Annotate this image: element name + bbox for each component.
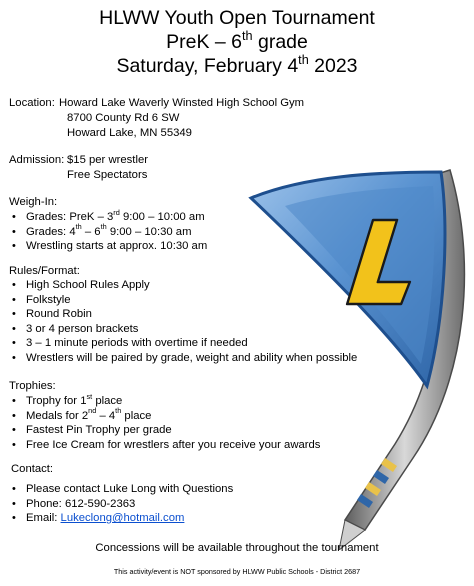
list-item: • 3 – 1 minute periods with overtime if needed xyxy=(0,336,357,351)
list-item: • Wrestling starts at approx. 10:30 am xyxy=(0,239,207,254)
list-item: • Medals for 2nd – 4th place xyxy=(0,409,320,424)
weighin-heading: Weigh-In: xyxy=(9,196,58,208)
list-item: • Grades: PreK – 3rd 9:00 – 10:00 am xyxy=(0,210,207,225)
list-item: • Grades: 4th – 6th 9:00 – 10:30 am xyxy=(0,225,207,240)
title-line-2: PreK – 6th grade xyxy=(166,28,308,53)
contact-heading: Contact: xyxy=(11,463,54,475)
concessions-note: Concessions will be available throughout the tournament xyxy=(95,542,379,554)
list-item: • Free Ice Cream for wrestlers after you receive your awards xyxy=(0,438,320,453)
location-line-2: 8700 County Rd 6 SW xyxy=(67,112,180,124)
trophies-list xyxy=(0,391,321,452)
admission-line-1: $15 per wrestler xyxy=(67,154,148,166)
list-item: • Wrestlers will be paired by grade, weight and ability when possible xyxy=(0,351,357,366)
sponsor-disclaimer: This activity/event is NOT sponsored by HLWW Public Schools - District 2687 xyxy=(113,567,361,576)
location-label: Location: xyxy=(9,97,55,109)
admission-line-2: Free Spectators xyxy=(67,169,148,181)
title-line-1: HLWW Youth Open Tournament xyxy=(99,7,375,29)
list-item: • Folkstyle xyxy=(0,293,357,308)
rules-heading: Rules/Format: xyxy=(9,265,80,277)
email-link[interactable]: Lukeclong@hotmail.com xyxy=(60,512,185,525)
list-item: • 3 or 4 person brackets xyxy=(0,322,357,337)
list-item: • Round Robin xyxy=(0,307,357,322)
list-item: • Fastest Pin Trophy per grade xyxy=(0,423,320,438)
list-item: • Phone: 612-590-2363 xyxy=(0,497,233,512)
title-line-3: Saturday, February 4th 2023 xyxy=(116,52,358,77)
location-line-1: Howard Lake Waverly Winsted High School Gym xyxy=(59,97,305,109)
list-item: • High School Rules Apply xyxy=(0,278,357,293)
list-item: • Trophy for 1st place xyxy=(0,394,320,409)
admission-label: Admission: xyxy=(9,154,65,166)
list-item: • Email: Lukeclong@hotmail.com xyxy=(0,511,233,526)
location-line-3: Howard Lake, MN 55349 xyxy=(67,127,192,139)
list-item: • Please contact Luke Long with Questions xyxy=(0,482,233,497)
rules-list xyxy=(0,278,357,366)
trophies-heading: Trophies: xyxy=(9,380,56,392)
weighin-list xyxy=(0,207,208,254)
contact-list xyxy=(0,482,233,526)
